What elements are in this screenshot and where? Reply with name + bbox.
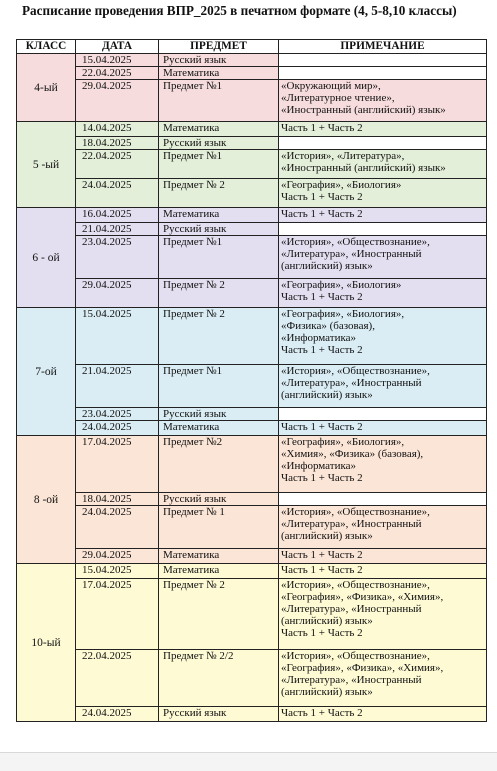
subject-cell: Математика — [159, 421, 279, 436]
note-cell — [279, 506, 487, 549]
date-cell: 17.04.2025 — [76, 436, 159, 493]
note-cell — [279, 67, 487, 80]
table-row — [17, 365, 487, 408]
note-line: «География», «Физика», «Химия», — [281, 662, 444, 674]
date-cell: 24.04.2025 — [76, 506, 159, 549]
note-line: (английский) язык» — [281, 530, 373, 542]
date-cell: 22.04.2025 — [76, 650, 159, 707]
class-label: 8 -ой — [33, 493, 59, 506]
class-label: 6 - ой — [32, 251, 60, 264]
note-line: (английский) язык» — [281, 615, 373, 627]
table-row — [17, 506, 487, 549]
note-line: Часть 1 + Часть 2 — [281, 707, 363, 719]
subject-cell: Предмет №1 — [159, 365, 279, 408]
note-line: Часть 1 + Часть 2 — [281, 291, 363, 303]
note-cell — [279, 707, 487, 722]
note-cell — [279, 208, 487, 223]
note-line: Часть 1 + Часть 2 — [281, 627, 363, 639]
subject-cell: Предмет № 2 — [159, 179, 279, 208]
class-label: 10-ый — [31, 636, 61, 649]
note-cell — [279, 436, 487, 493]
date-cell: 22.04.2025 — [76, 67, 159, 80]
header-date: ДАТА — [76, 40, 159, 54]
note-cell — [279, 650, 487, 707]
date-cell: 17.04.2025 — [76, 579, 159, 650]
table-row — [17, 150, 487, 179]
note-line: Часть 1 + Часть 2 — [281, 549, 363, 561]
date-cell: 14.04.2025 — [76, 122, 159, 137]
header-row — [17, 40, 487, 54]
note-cell — [279, 137, 487, 150]
date-cell: 29.04.2025 — [76, 279, 159, 308]
table-row — [17, 308, 487, 365]
class-cell — [17, 208, 76, 308]
date-cell: 16.04.2025 — [76, 208, 159, 223]
header-note: ПРИМЕЧАНИЕ — [279, 40, 487, 54]
note-line: (английский) язык» — [281, 686, 373, 698]
table-row — [17, 236, 487, 279]
date-cell: 15.04.2025 — [76, 54, 159, 67]
note-line: Часть 1 + Часть 2 — [281, 191, 363, 203]
subject-cell: Предмет №1 — [159, 80, 279, 122]
table-row — [17, 208, 487, 223]
subject-cell: Предмет № 2 — [159, 308, 279, 365]
table-row — [17, 80, 487, 122]
subject-cell: Математика — [159, 549, 279, 564]
note-cell — [279, 122, 487, 137]
note-line: «География», «Биология» — [281, 279, 402, 291]
note-line: «Литература», «Иностранный — [281, 248, 422, 260]
note-line: «Окружающий мир», — [281, 80, 381, 92]
note-line: Часть 1 + Часть 2 — [281, 344, 363, 356]
header-subject: ПРЕДМЕТ — [159, 40, 279, 54]
header-class: КЛАСС — [17, 40, 76, 54]
subject-cell: Предмет №2 — [159, 436, 279, 493]
date-cell: 24.04.2025 — [76, 179, 159, 208]
note-cell — [279, 564, 487, 579]
table-row — [17, 564, 487, 579]
note-line: «География», «Биология», — [281, 308, 405, 320]
note-line: «Литература», «Иностранный — [281, 603, 422, 615]
table-row — [17, 179, 487, 208]
subject-cell: Предмет № 2/2 — [159, 650, 279, 707]
note-cell — [279, 365, 487, 408]
document-title: Расписание проведения ВПР_2025 в печатном формате (4, 5-8,10 классы) — [22, 3, 457, 18]
note-cell — [279, 579, 487, 650]
date-cell: 22.04.2025 — [76, 150, 159, 179]
subject-cell: Математика — [159, 67, 279, 80]
class-label: 7-ой — [35, 365, 57, 378]
schedule-table — [16, 39, 487, 722]
date-cell: 15.04.2025 — [76, 564, 159, 579]
subject-cell: Русский язык — [159, 54, 279, 67]
note-line: «Иностранный (английский) язык» — [281, 162, 446, 174]
class-cell — [17, 564, 76, 722]
table-row — [17, 650, 487, 707]
date-cell: 15.04.2025 — [76, 308, 159, 365]
note-line: «История», «Обществознание», — [281, 236, 430, 248]
note-cell — [279, 80, 487, 122]
note-line: «История», «Литература», — [281, 150, 405, 162]
note-line: «История», «Обществознание», — [281, 579, 430, 591]
note-cell — [279, 150, 487, 179]
subject-cell: Русский язык — [159, 137, 279, 150]
class-cell — [17, 436, 76, 564]
note-cell — [279, 179, 487, 208]
subject-cell: Математика — [159, 122, 279, 137]
note-line: «Литература», «Иностранный — [281, 674, 422, 686]
date-cell: 18.04.2025 — [76, 137, 159, 150]
table-row — [17, 579, 487, 650]
class-cell — [17, 308, 76, 436]
note-line: Часть 1 + Часть 2 — [281, 564, 363, 576]
note-cell — [279, 54, 487, 67]
subject-cell: Русский язык — [159, 223, 279, 236]
note-line: «История», «Обществознание», — [281, 506, 430, 518]
schedule-body — [17, 54, 487, 722]
subject-cell: Русский язык — [159, 408, 279, 421]
note-cell — [279, 408, 487, 421]
table-row — [17, 436, 487, 493]
window-bottom-strip — [0, 752, 497, 771]
note-cell — [279, 236, 487, 279]
subject-cell: Предмет № 2 — [159, 579, 279, 650]
note-cell — [279, 308, 487, 365]
table-row — [17, 122, 487, 137]
subject-cell: Математика — [159, 208, 279, 223]
note-line: «Химия», «Физика» (базовая), — [281, 448, 424, 460]
note-cell — [279, 493, 487, 506]
note-line: «Литература», «Иностранный — [281, 518, 422, 530]
date-cell: 29.04.2025 — [76, 80, 159, 122]
date-cell: 24.04.2025 — [76, 707, 159, 722]
table-row — [17, 137, 487, 150]
note-cell — [279, 421, 487, 436]
subject-cell: Предмет № 1 — [159, 506, 279, 549]
note-line: (английский) язык» — [281, 389, 373, 401]
table-row — [17, 223, 487, 236]
subject-cell: Русский язык — [159, 493, 279, 506]
subject-cell: Предмет №1 — [159, 236, 279, 279]
date-cell: 21.04.2025 — [76, 365, 159, 408]
subject-cell: Русский язык — [159, 707, 279, 722]
note-line: «История», «Обществознание», — [281, 650, 430, 662]
note-line: «География», «Биология», — [281, 436, 405, 448]
note-line: «Физика» (базовая), — [281, 320, 375, 332]
note-line: «Информатика» — [281, 460, 357, 472]
note-line: Часть 1 + Часть 2 — [281, 421, 363, 433]
note-line: «Литература», «Иностранный — [281, 377, 422, 389]
note-line: «География», «Биология» — [281, 179, 402, 191]
table-row — [17, 54, 487, 67]
date-cell: 24.04.2025 — [76, 421, 159, 436]
note-line: «География», «Физика», «Химия», — [281, 591, 444, 603]
class-label: 4-ый — [34, 81, 58, 94]
table-row — [17, 67, 487, 80]
date-cell: 18.04.2025 — [76, 493, 159, 506]
subject-cell: Предмет № 2 — [159, 279, 279, 308]
date-cell: 23.04.2025 — [76, 236, 159, 279]
note-line: Часть 1 + Часть 2 — [281, 208, 363, 220]
note-line: «Литературное чтение», — [281, 92, 395, 104]
class-label: 5 -ый — [32, 158, 60, 171]
class-cell — [17, 122, 76, 208]
note-line: (английский) язык» — [281, 260, 373, 272]
note-line: «История», «Обществознание», — [281, 365, 430, 377]
table-row — [17, 707, 487, 722]
subject-cell: Математика — [159, 564, 279, 579]
table-row — [17, 408, 487, 421]
note-line: Часть 1 + Часть 2 — [281, 122, 363, 134]
subject-cell: Предмет №1 — [159, 150, 279, 179]
date-cell: 29.04.2025 — [76, 549, 159, 564]
date-cell: 21.04.2025 — [76, 223, 159, 236]
note-cell — [279, 549, 487, 564]
note-line: «Информатика» — [281, 332, 357, 344]
table-row — [17, 421, 487, 436]
table-row — [17, 549, 487, 564]
date-cell: 23.04.2025 — [76, 408, 159, 421]
table-row — [17, 493, 487, 506]
note-line: «Иностранный (английский) язык» — [281, 104, 446, 116]
class-cell — [17, 54, 76, 122]
note-line: Часть 1 + Часть 2 — [281, 472, 363, 484]
table-row — [17, 279, 487, 308]
note-cell — [279, 223, 487, 236]
note-cell — [279, 279, 487, 308]
